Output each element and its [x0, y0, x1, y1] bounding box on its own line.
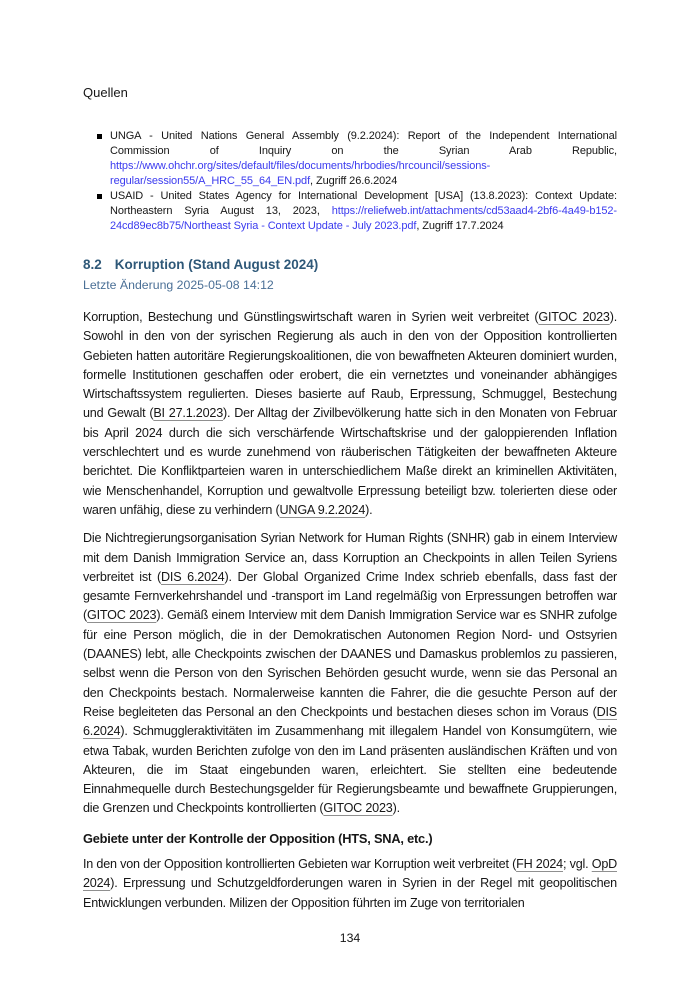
section-title: Korruption (Stand August 2024): [114, 257, 319, 272]
text-segment: , Zugriff 17.7.2024: [416, 220, 504, 232]
text-segment: ).: [365, 502, 373, 517]
opposition-subheading: Gebiete unter der Kontrolle der Opposition (HTS, SNA, etc.): [83, 830, 433, 846]
paragraph-checkpoints: [83, 529, 617, 818]
section-heading: [83, 256, 617, 273]
text-segment: ). Gemäß einem Interview mit dem Danish Immigration Service war es SNHR zufolge für eine Person möglich, die in der Demokratischen Autonomen Region Nord- und Ostsyrien (DAANES) lebt, alle Checkpoints zwischen der DAANES und Damaskus problemlos zu passieren, selbst wenn die Person von den Syrischen Behörden gesucht wurde, wenn sie das Personal an den Checkpoints bestach. Normalerweise kannten die Fahrer, die die gesuchte Person auf der Reise begleiteten das Personal an den Checkpoints und bestachen dieses schon im Voraus (: [83, 608, 617, 719]
citation-ref[interactable]: GITOC 2023: [323, 801, 393, 816]
text-segment: Die Nichtregierungsorganisation Syrian Network for Human Rights (SNHR) gab in einem Interview mit dem Danish Immigration Service an, dass Korruption an Checkpoints in allen Teilen Syriens verbreitet ist (: [83, 531, 617, 584]
citation-ref[interactable]: GITOC 2023: [87, 608, 157, 623]
sources-list: [83, 129, 617, 234]
citation-ref[interactable]: UNGA 9.2.2024: [279, 502, 366, 517]
source-text: [110, 190, 617, 232]
text-segment: ). Der Alltag der Zivilbevölkerung hatte sich in den Monaten von Februar bis April 2024 durch die sich verschärfende Wirtschaftskrise und der galoppierenden Inflation verschlechtert und es wurde zunehmend von räuberischen Tätigkeiten der bewaffneten Akteure berichtet. Die Konfliktparteien waren in unterschiedlichem Maße direkt an kriminellen Aktivitäten, wie Menschenhandel, Korruption und gewaltvolle Erpressung beteiligt bzw. tolerierten diese oder waren unfähig, diese zu verhindern (: [83, 406, 617, 517]
text-segment: ). Erpressung und Schutzgeldforderungen waren in Syrien in der Regel mit geopolitischen Entwicklungen verbunden. Milizen der Opposition führten im Zuge von territorialen: [83, 876, 617, 910]
text-segment: ). Sowohl in den von der syrischen Regierung als auch in den von der Opposition kontrollierten Gebieten hatten autoritäre Regierungskoalitionen, die von bewaffneten Akteuren dominiert wurden, formelle Institutionen geschaffen oder erobert, die ein vernetztes und voneinander abhängiges Wirtschaftssystem regulierten. Dieses basierte auf Raub, Erpressung, Schmuggel, Bestechung und Gewalt (: [83, 310, 617, 421]
text-segment: ).: [392, 801, 400, 816]
source-text: [110, 130, 617, 187]
citation-ref[interactable]: DIS 6.2024: [161, 569, 225, 584]
text-segment: , Zugriff 26.6.2024: [310, 175, 398, 187]
text-segment: ). Schmuggleraktivitäten im Zusammenhang mit illegalem Handel von Konsumgütern, wie etwa Tabak, wurden Berichten zufolge von den im Land präsenten ausländischen Kräften und von Akteuren, die im Staat eingebunden waren, erleichtert. Sie stellten eine bedeutende Einnahmequelle durch Bestechungsgelder für Regierungsbeamte und bewaffnete Gruppierungen, die Grenzen und Checkpoints kontrollierten (: [83, 724, 617, 816]
url-link[interactable]: https://reliefweb.int/attachments/cd53aad4-2bf6-4a49-b152-24cd89ec8b75/Northeast Syria - Context Update - July 2023.pdf: [110, 205, 617, 232]
page-number: 134: [339, 931, 361, 945]
last-change-note: Letzte Änderung 2025-05-08 14:12: [83, 278, 274, 292]
bullet-square-icon: [97, 194, 102, 199]
citation-ref[interactable]: FH 2024: [516, 857, 563, 872]
citation-ref[interactable]: OpD 2024: [83, 857, 618, 891]
citation-ref[interactable]: BI 27.1.2023: [153, 406, 224, 421]
paragraph-opposition-areas: [83, 855, 617, 913]
source-item: [83, 189, 617, 234]
sources-heading: Quellen: [83, 85, 128, 100]
text-segment: In den von der Opposition kontrollierten Gebieten war Korruption weit verbreitet (: [83, 857, 517, 872]
text-segment: USAID - United States Agency for International Development [USA] (13.8.2023): Context Update: Northeastern Syria August 13, 2023,: [110, 190, 617, 217]
paragraph-corruption-overview: [83, 308, 617, 520]
text-segment: Korruption, Bestechung und Günstlingswirtschaft waren in Syrien weit verbreitet (: [83, 310, 539, 324]
text-segment: ; vgl.: [563, 857, 592, 872]
text-segment: UNGA - United Nations General Assembly (9.2.2024): Report of the Independent International Commission of Inquiry on the Syrian Arab Republic,: [110, 130, 617, 157]
section-number: 8.2: [83, 257, 102, 272]
bullet-square-icon: [97, 134, 102, 139]
citation-ref[interactable]: DIS 6.2024: [83, 704, 617, 739]
citation-ref[interactable]: GITOC 2023: [538, 310, 610, 324]
text-segment: ). Der Global Organized Crime Index schrieb ebenfalls, dass fast der gesamte Fernverkehrshandel und -transport im Land regelmäßig von Erpressungen betroffen war (: [83, 569, 617, 623]
source-item: [83, 129, 617, 189]
url-link[interactable]: https://www.ohchr.org/sites/default/files/documents/hrbodies/hrcouncil/sessions-regular/session55/A_HRC_55_64_EN.pdf: [110, 160, 491, 187]
